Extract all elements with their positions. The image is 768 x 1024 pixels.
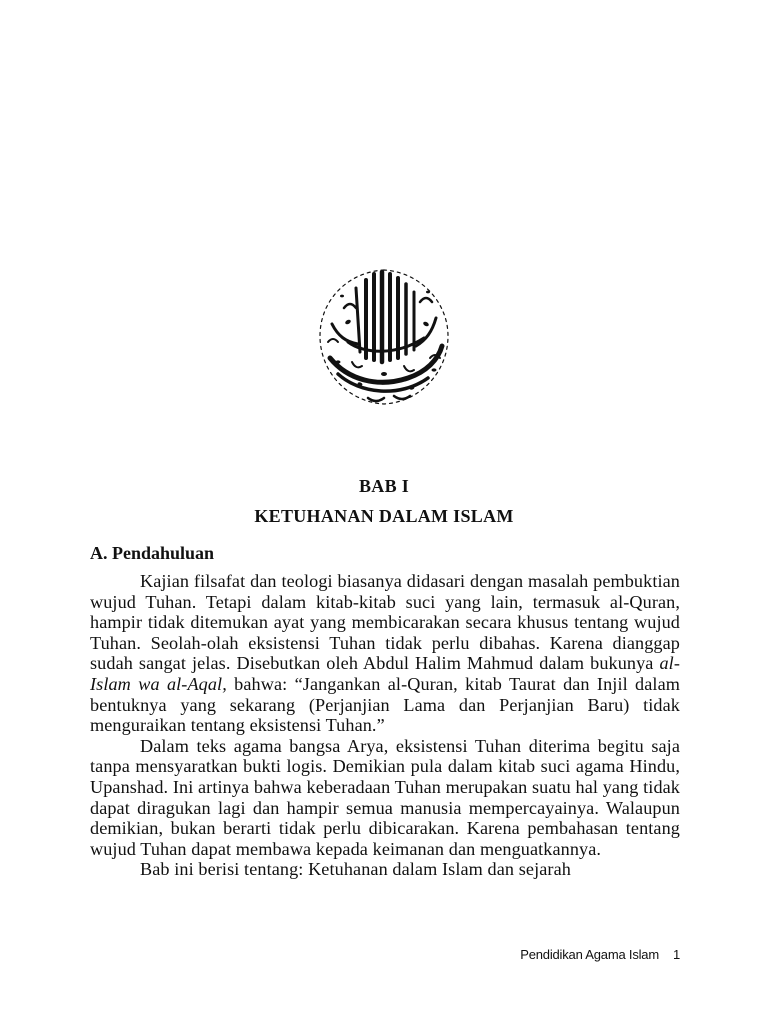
book-title-italic: al-Islam wa al-Aqal, xyxy=(90,653,680,694)
paragraph-1 xyxy=(90,571,680,736)
footer-book-title: Pendidikan Agama Islam xyxy=(520,947,659,962)
body-text xyxy=(90,571,680,880)
chapter-number: BAB I xyxy=(358,476,409,496)
basmala-calligraphy-icon xyxy=(308,262,460,412)
paragraph-2: Dalam teks agama bangsa Arya, eksistensi Tuhan diterima begitu saja tanpa mensyaratkan bukti logis. Demikian pula dalam kitab suci agama Hindu, Upanshad. Ini artinya bahwa keberadaan Tuhan merupakan suatu hal yang tidak dapat diragukan lagi dan hampir semua manusia mempercayainya. Walaupun demikian, bukan berarti tidak perlu dibicarakan. Karena pembahasan tentang wujud Tuhan dapat membawa kepada keimanan dan menguatkannya. xyxy=(90,735,680,859)
page-number: 1 xyxy=(672,947,680,962)
section-heading: A. Pendahuluan xyxy=(90,543,215,563)
paragraph-3: Bab ini berisi tentang: Ketuhanan dalam Islam dan sejarah xyxy=(140,859,571,880)
page-footer xyxy=(520,947,680,962)
paragraph-1-text-b: bahwa: “Jangankan al-Quran, kitab Taurat dan Injil dalam bentuknya yang sekarang (Perjanjian Lama dan Perjanjian Baru) tidak menguraikan tentang eksistensi Tuhan.” xyxy=(90,673,680,736)
paragraph-1-text-a: Kajian filsafat dan teologi biasanya didasari dengan masalah pembuktian wujud Tuhan. Tetapi dalam kitab-kitab suci yang lain, termasuk al-Quran, hampir tidak ditemukan ayat yang membicarakan secara khusus tentang wujud Tuhan. Seolah-olah eksistensi Tuhan tidak perlu dibahas. Karena dianggap sudah sangat jelas. Disebutkan oleh Abdul Halim Mahmud dalam bukunya xyxy=(90,571,680,674)
chapter-title: KETUHANAN DALAM ISLAM xyxy=(254,506,514,526)
